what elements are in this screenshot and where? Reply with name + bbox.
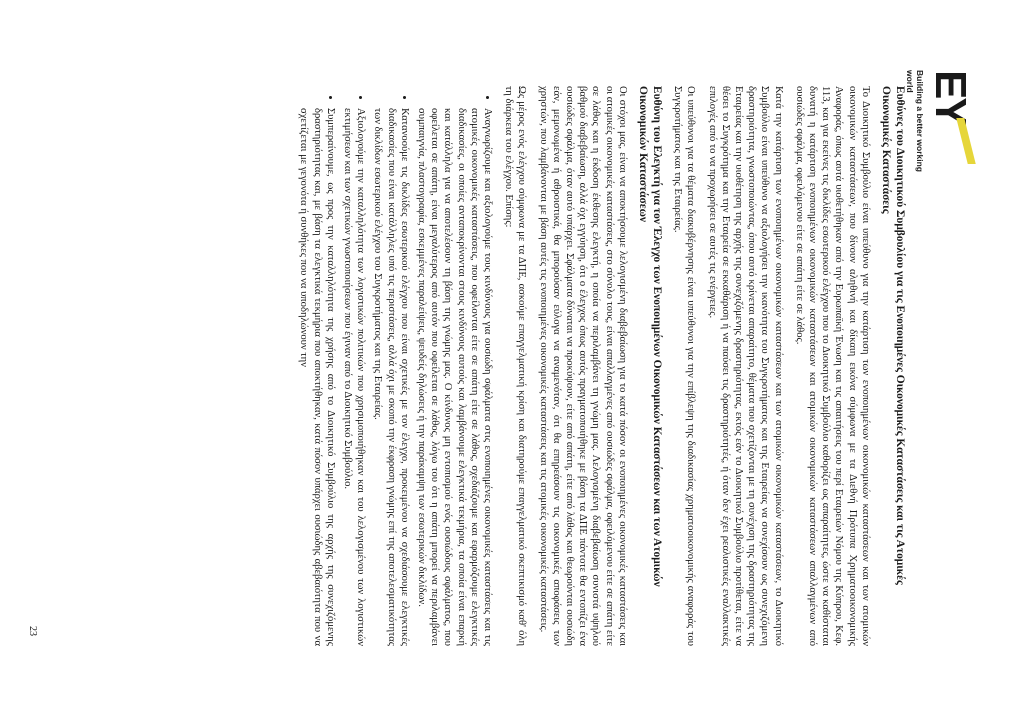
section1-paragraph: Κατά την κατάρτιση των ενοποιημένων οικονομικών καταστάσεων και των ατομικών οικονομικών καταστάσεων, το Διοικητικό Συμβούλιο είναι υπεύθυνο να αξιολογήσει την ικανότητα του Συγκροτήματος και της Εταιρείας να συνεχίσουν ως συνεχιζόμενη δραστηριότητα, γνωστοποιώντας, όπου αυτό κρίνεται απαραίτητο, θέματα που σχετίζονται με τη συνέχιση της δραστηριότητας της Εταιρείας και την υιοθέτηση της αρχής της συνεχιζόμενης δραστηριότητας, εκτός εάν το Διοικητικό Συμβούλιο προτίθεται, είτε να θέσει το Συγκρότημα και την Εταιρεία σε εκκαθάριση ή να παύσει τις δραστηριότητές, ή όταν δεν έχει ρεαλιστικές εναλλακτικές επιλογές από το να προχωρήσει σε αυτές τις ενέργειες. [706,86,784,646]
section1-paragraph: Το Διοικητικό Συμβούλιο είναι υπεύθυνο για την κατάρτιση των ενοποιημένων οικονομικών καταστάσεων και των ατομικών οικονομικών καταστάσεων, που δίνουν αληθινή και δίκαιη εικόνα σύμφωνα με τα Διεθνή Πρότυπα Χρηματοοικονομικής Αναφοράς, όπως αυτά υιοθετήθηκαν από την Ευρωπαϊκή Ένωση και τις απαιτήσεις του περί Εταιρειών Νόμου της Κύπρου, Κεφ. 113, και για εκείνες τις δικλίδες εσωτερικού ελέγχου που το Διοικητικό Συμβούλιο καθορίζει ως απαραίτητες, ώστε να καθίσταται δυνατή η κατάρτιση ενοποιημένων οικονομικών καταστάσεων και ατομικών οικονομικών καταστάσεων απαλλαγμένων από ουσιώδες σφάλμα, οφειλόμενου είτε σε απάτη είτε σε λάθος. [793,86,871,646]
section2-paragraph: Οι στόχοι μας, είναι να αποκτήσουμε λελογισμένη διαβεβαίωση για το κατά πόσον οι ενοποιημένες οικονομικές καταστάσεις και οι ατομικές οικονομικές καταστάσεις, στο σύνολο τους, είναι απαλλαγμένες από ουσιώδες σφάλμα, οφειλόμενου είτε σε απάτη είτε σε λάθος και η έκδοση έκθεσης ελεγκτή, η οποία να περιλαμβάνει τη γνώμη μας. Λελογισμένη διαβεβαίωση συνιστά υψηλού βαθμού διαβεβαίωση, αλλά όχι εγγύηση, ότι ο έλεγχος όπως αυτός πραγματοποιήθηκε με βάση τα ΔΠΕ πάντοτε θα εντοπίζει ένα ουσιώδες σφάλμα, όταν αυτό υπάρχει. Σφάλματα δύναται να προκύψουν, είτε από απάτη, είτε από λάθος και θεωρούνται ουσιώδη εάν, μεμονωμένα ή αθροιστικά, θα μπορούσαν εύλογα να αναμενόταν, ότι θα επηρεάσουν τις οικονομικές αποφάσεις των χρηστών, που λαμβάνονται με βάση αυτές τις ενοποιημένες οικονομικές καταστάσεις και τις ατομικές οικονομικές καταστάσεις. [537,86,628,646]
logo-mark [926,70,975,125]
section1-paragraph: Οι υπεύθυνοι για τα θέματα διακυβέρνησης είναι υπεύθυνοι για την επίβλεψη της διαδικασίας χρηματοοικονομικής αναφοράς του Συγκροτήματος και της Εταιρείας. [672,86,697,646]
list-item: • Κατανοούμε τις δικλίδες εσωτερικού ελέγχου που είναι σχετικές με τον έλεγχο, προκειμένου να σχεδιάσουμε ελεγκτικές διαδικασίες που είναι κατάλληλες υπό τις περιστάσεις, αλλά όχι με σκοπό την έκφραση γνώμης επί της αποτελεσματικότητας των δικλίδων εσωτερικού ελέγχου του Συγκροτήματος και της Εταιρείας. [371,108,411,646]
page-number: 23 [27,626,38,636]
list-item: • Αναγνωρίζουμε και αξιολογούμε τους κινδύνους για ουσιώδη σφάλματα στις ενοποιημένες οικονομικές καταστάσεις και τις ατομικές οικονομικές καταστάσεις, που οφείλονται είτε σε απάτη είτε σε λάθος, σχεδιάζουμε και εφαρμόζουμε ελεγκτικές διαδικασίες, οι οποίες ανταποκρίνονται στους κινδύνους αυτούς και λαμβάνουμε ελεγκτικά τεκμήρια, τα οποία είναι επαρκή και κατάλληλα για να αποτελέσουν τη βάση της γνώμης μας. Ο κίνδυνος μη εντοπισμού ενός ουσιώδους σφάλματος, που οφείλεται σε απάτη, είναι μεγαλύτερος από αυτόν που οφείλεται σε λάθος, λόγω του ότι η απάτη μπορεί να περιλαμβάνει συμπαιγνία, πλαστογραφία, εσκεμμένες παραλείψεις, ψευδείς δηλώσεις ή την παράκαμψη των εσωτερικών δικλίδων. [415,108,494,646]
section2-paragraph: Ως μέρος ενός ελέγχου σύμφωνα με τα ΔΠΕ, ασκούμε επαγγελματική κρίση και διατηρούμε επαγγελματικό σκεπτικισμό καθ' όλη τη διάρκεια του ελέγχου. Επίσης: [503,86,528,646]
list-item: • Συμπεραίνουμε, ως προς την καταλληλότητα της χρήσης από το Διοικητικό Συμβούλιο της αρχής της συνεχιζόμενης δραστηριότητας και, με βάση τα ελεγκτικά τεκμήρια που αποκτήθηκαν, κατά πόσον υπάρχει ουσιώδης αβεβαιότητα που να σχετίζεται με γεγονότα ή συνθήκες που να υποδηλώνουν την [297,108,337,646]
document-body [46,86,906,646]
logo-letters: EY [926,70,975,125]
section2-heading: Ευθύνη του Ελεγκτή για τον Έλεγχο των Ενοποιημένων Οικονομικών Καταστάσεων και των Ατομικών Οικονομικών Καταστάσεων [637,86,663,587]
section1-heading: Ευθύνες του Διοικητικού Συμβουλίου για τις Ενοποιημένες Οικονομικές Καταστάσεις και τις Ατομικές Οικονομικές Καταστάσεις [880,86,906,585]
ey-logo [905,70,975,200]
list-item: • Αξιολογούμε την καταλληλότητα των λογιστικών πολιτικών που χρησιμοποιήθηκαν και του λελογισμένου των λογιστικών εκτιμήσεων και των σχετικών γνωστοποιήσεων που έγιναν από το Διοικητικό Συμβούλιο. [341,108,367,646]
logo-tagline: Building a better working world [905,70,925,173]
audit-procedures-list [297,86,494,646]
